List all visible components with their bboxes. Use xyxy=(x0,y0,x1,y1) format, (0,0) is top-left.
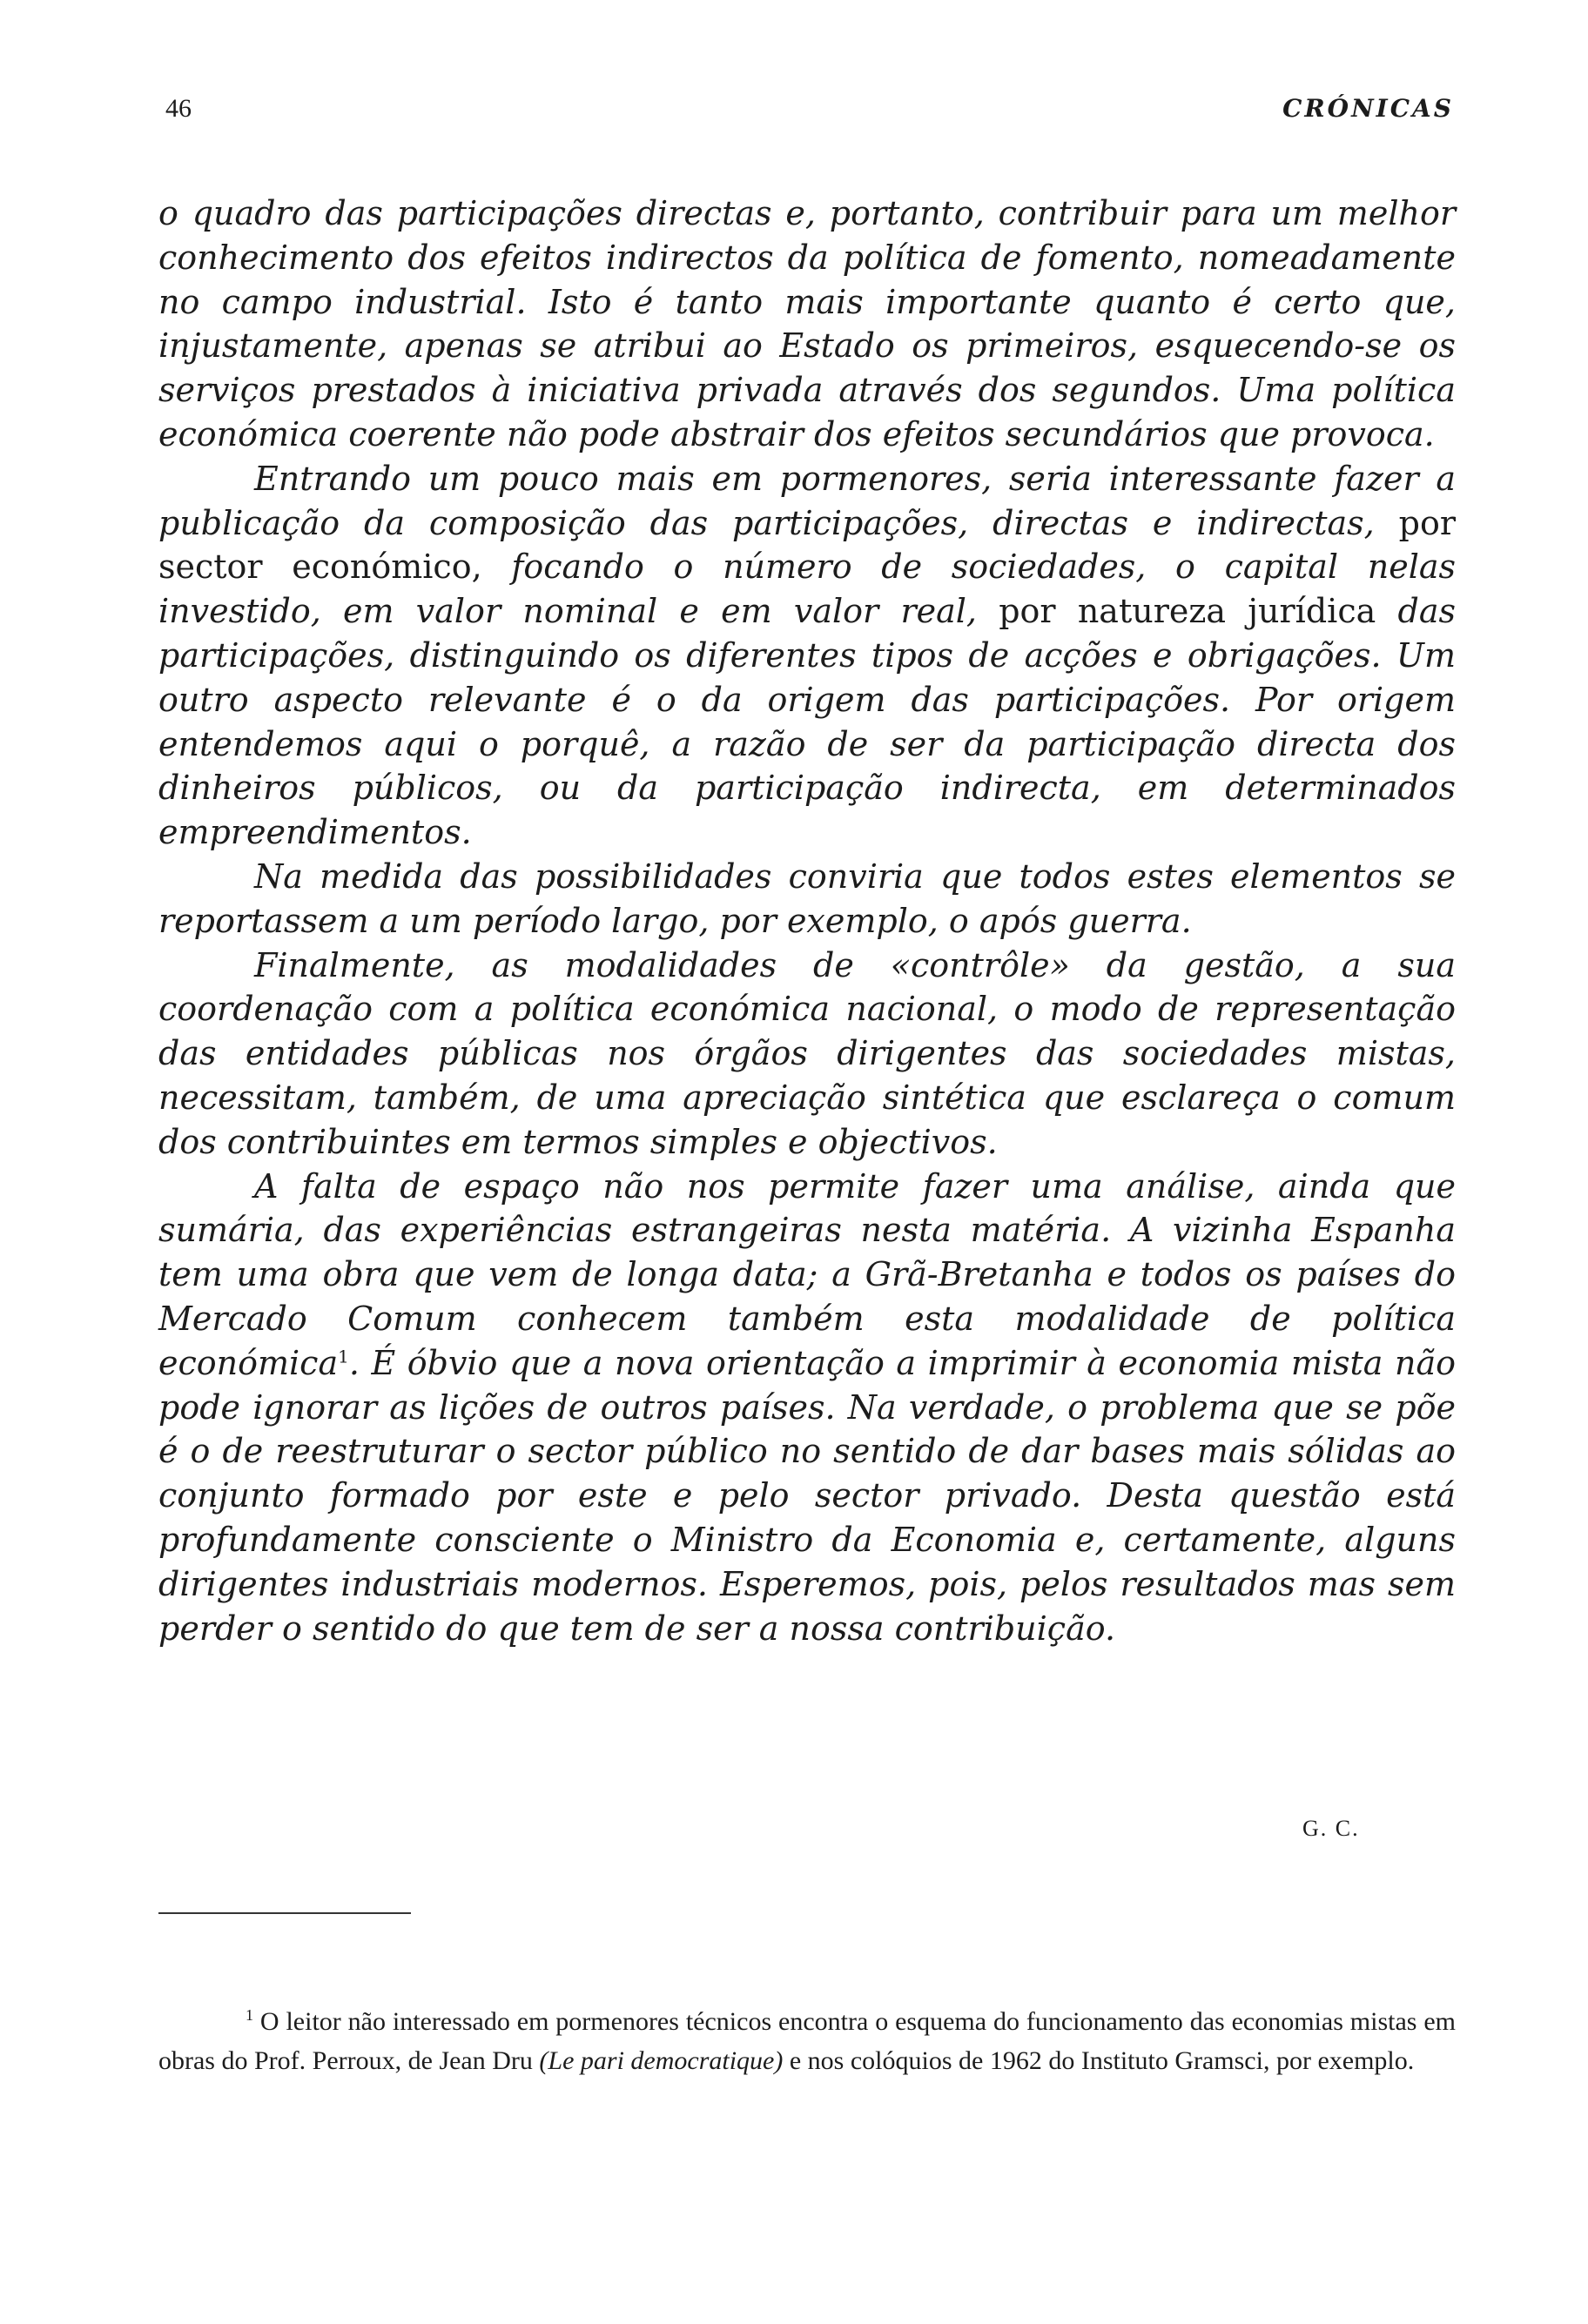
paragraph-2-segment-2: por sector económico, xyxy=(158,503,1456,587)
footnote-text xyxy=(158,2002,1456,2080)
footnote-reference[interactable]: 1 xyxy=(338,1346,349,1367)
footnote-segment-3: e nos colóquios de 1962 do Instituto Gramsci, por exemplo. xyxy=(783,2046,1415,2075)
footnote-segment-1: O leitor não interessado em pormenores técnicos encontra o esquema do funcionamento das economias mistas em obras do Prof. Perroux, de Jean Dru xyxy=(158,2007,1456,2075)
paragraph-1 xyxy=(158,191,1456,457)
running-head xyxy=(165,94,1454,132)
paragraph-5-segment-1: A falta de espaço não nos permite fazer uma análise, ainda que sumária, das experiências estrangeiras nesta matéria. A vizinha Espanha tem uma obra que vem de longa data; a Grã-Bretanha e todos os países do Mercado Comum conhecem também esta modalidade de política económica xyxy=(158,1166,1456,1382)
footnote-divider xyxy=(158,1912,411,1914)
running-title: CRÓNICAS xyxy=(1282,94,1454,123)
paragraph-4 xyxy=(158,944,1456,1165)
paragraph-2-segment-1: Entrando um pouco mais em pormenores, seria interessante fazer a publicação da composição das participações, directas e indirectas, xyxy=(158,459,1456,542)
footnote-mark: 1 xyxy=(246,2006,253,2024)
footnote-segment-2: (Le pari democratique) xyxy=(539,2046,784,2075)
author-initials: G. C. xyxy=(1302,1816,1360,1841)
paragraph-4-text: Finalmente, as modalidades de «contrôle» da gestão, a sua coordenação com a política económica nacional, o modo de representação das entidades públicas nos órgãos dirigentes das sociedades mistas, necessitam, também, de uma apreciação sintética que esclareça o comum dos contribuintes em termos simples e objectivos. xyxy=(158,945,1456,1161)
paragraph-2-segment-3: focando o número de sociedades, o capital nelas investido, em valor nominal e em valor real, xyxy=(158,547,1456,631)
footnote xyxy=(158,2002,1456,2080)
paragraph-2-segment-4: por natureza jurídica xyxy=(999,592,1398,631)
paragraph-2-segment-5: das participações, distinguindo os diferentes tipos de acções e obrigações. Um outro aspecto relevante é o da origem das participações. Por origem entendemos aqui o porquê, a razão de ser da participação directa dos dinheiros públicos, ou da participação indirecta, em determinados empreendimentos. xyxy=(158,592,1456,852)
paragraph-1-text: o quadro das participações directas e, portanto, contribuir para um melhor conhecimento dos efeitos indirectos da política de fomento, nomeadamente no campo industrial. Isto é tanto mais importante quanto é certo que, injustamente, apenas se atribui ao Estado os primeiros, esquecendo-se os serviços prestados à iniciativa privada através dos segundos. Uma política económica coerente não pode abstrair dos efeitos secundários que provoca. xyxy=(158,194,1456,453)
article-body xyxy=(158,191,1456,1650)
page-number: 46 xyxy=(165,94,192,123)
paragraph-2 xyxy=(158,457,1456,855)
paragraph-3 xyxy=(158,855,1456,944)
paragraph-5-segment-2: . É óbvio que a nova orientação a imprimir à economia mista não pode ignorar as lições de outros países. Na verdade, o problema que se põe é o de reestruturar o sector público no sentido de dar bases mais sólidas ao conjunto formado por este e pelo sector privado. Desta questão está profundamente consciente o Ministro da Economia e, certamente, alguns dirigentes industriais modernos. Esperemos, pois, pelos resultados mas sem perder o sentido do que tem de ser a nossa contribuição. xyxy=(158,1343,1456,1648)
paragraph-3-text: Na medida das possibilidades conviria que todos estes elementos se reportassem a um período largo, por exemplo, o após guerra. xyxy=(158,856,1456,940)
paragraph-5 xyxy=(158,1165,1456,1651)
